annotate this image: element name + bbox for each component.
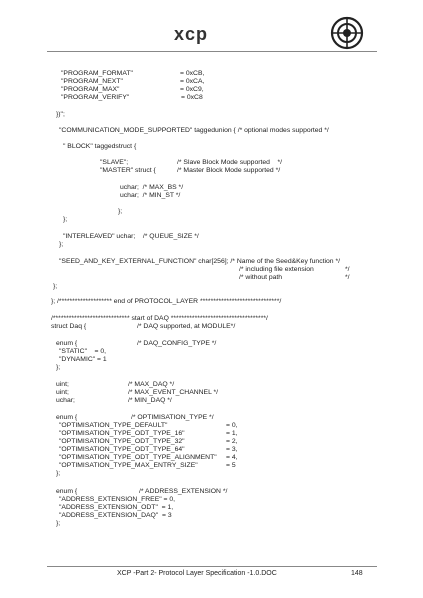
code-line: "STATIC" = 0,	[59, 348, 107, 355]
code-comment: /* Master Block Mode supported */	[177, 167, 281, 174]
code-line: "SLAVE";	[100, 159, 129, 166]
code-line: };	[118, 208, 123, 215]
code-comment: /* MAX_DAQ */	[128, 381, 175, 388]
code-line: "DYNAMIC" = 1	[59, 356, 107, 363]
code-line: "SEED_AND_KEY_EXTERNAL_FUNCTION" char[256]; /* Name of the Seed&Key function */	[59, 258, 340, 265]
code-line: uchar;	[56, 397, 75, 404]
code-line: enum {	[56, 488, 78, 495]
code-line: /* without path	[239, 274, 283, 281]
code-comment: = 0xCA,	[180, 78, 205, 85]
code-line: enum {	[56, 414, 78, 421]
code-line: "OPTIMISATION_TYPE_ODT_TYPE_64"	[59, 446, 185, 453]
code-line: " BLOCK" taggedstruct {	[63, 143, 137, 150]
code-comment: = 1,	[226, 430, 238, 437]
code-comment: = 4,	[226, 454, 238, 461]
code-line: })";	[56, 111, 65, 118]
code-line: "PROGRAM_FORMAT"	[61, 70, 133, 77]
code-comment: = 0xCB,	[180, 70, 205, 77]
code-line: "ADDRESS_EXTENSION_DAQ" = 3	[59, 512, 172, 519]
code-line: uchar; /* MAX_BS */	[120, 184, 184, 191]
code-comment: = 2,	[226, 438, 238, 445]
code-line: };	[56, 470, 61, 477]
code-line: "COMMUNICATION_MODE_SUPPORTED" taggedunion { /* optional modes supported */	[59, 127, 329, 134]
code-comment: = 5	[226, 462, 236, 469]
code-comment: /* Slave Block Mode supported */	[177, 159, 283, 166]
code-line: };	[63, 216, 68, 223]
code-line: "MASTER" struct {	[100, 167, 156, 174]
code-line: "PROGRAM_NEXT"	[61, 78, 123, 85]
code-line: "ADDRESS_EXTENSION_FREE" = 0,	[59, 496, 176, 503]
code-line: "INTERLEAVED" uchar; /* QUEUE_SIZE */	[63, 233, 199, 240]
footer-document-title: XCP -Part 2- Protocol Layer Specification -1.0.DOC	[117, 570, 277, 577]
code-comment: */	[345, 266, 350, 273]
code-line: };	[56, 520, 61, 527]
code-line: uint;	[56, 381, 69, 388]
code-comment: /* MIN_DAQ */	[128, 397, 172, 404]
page-number: 148	[351, 570, 363, 577]
code-line: /***************************** start of DAQ ************************************/	[51, 315, 268, 322]
code-comment: = 0xC8	[181, 94, 203, 101]
code-comment: = 0,	[226, 422, 238, 429]
code-comment: /* MAX_EVENT_CHANNEL */	[128, 389, 219, 396]
code-line: uint;	[56, 389, 69, 396]
footer-divider	[47, 566, 377, 567]
code-line: "OPTIMISATION_TYPE_ODT_TYPE_16"	[59, 430, 185, 437]
code-line: };	[59, 241, 64, 248]
code-line: "OPTIMISATION_TYPE_ODT_TYPE_ALIGNMENT"	[59, 454, 217, 461]
code-comment: /* ADDRESS_EXTENSION */	[139, 488, 228, 495]
code-comment: = 0xC9,	[180, 86, 204, 93]
code-comment: /* OPTIMISATION_TYPE */	[131, 414, 214, 421]
code-comment: */	[345, 274, 350, 281]
code-line: struct Daq {	[51, 323, 87, 330]
code-line: "ADDRESS_EXTENSION_ODT" = 1,	[59, 504, 174, 511]
code-line: /* including file extension	[239, 266, 314, 273]
code-line: enum {	[56, 340, 78, 347]
code-comment: /* DAQ supported, at MODULE*/	[137, 323, 236, 330]
code-comment: /* DAQ_CONFIG_TYPE */	[137, 340, 217, 347]
code-line: "OPTIMISATION_TYPE_MAX_ENTRY_SIZE"	[59, 462, 198, 469]
code-line: };	[53, 283, 58, 290]
code-line: "PROGRAM_VERIFY"	[61, 94, 130, 101]
code-comment: = 3,	[226, 446, 238, 453]
code-line: "OPTIMISATION_TYPE_ODT_TYPE_32"	[59, 438, 185, 445]
xcp-logo: xcp	[174, 24, 209, 44]
code-line: "PROGRAM_MAX"	[61, 86, 120, 93]
code-line: "OPTIMISATION_TYPE_DEFAULT"	[59, 422, 168, 429]
code-line: }; /******************** end of PROTOCOL_LAYER ******************************/	[51, 298, 282, 305]
code-line: };	[56, 364, 61, 371]
code-line: uchar; /* MIN_ST */	[120, 192, 181, 199]
